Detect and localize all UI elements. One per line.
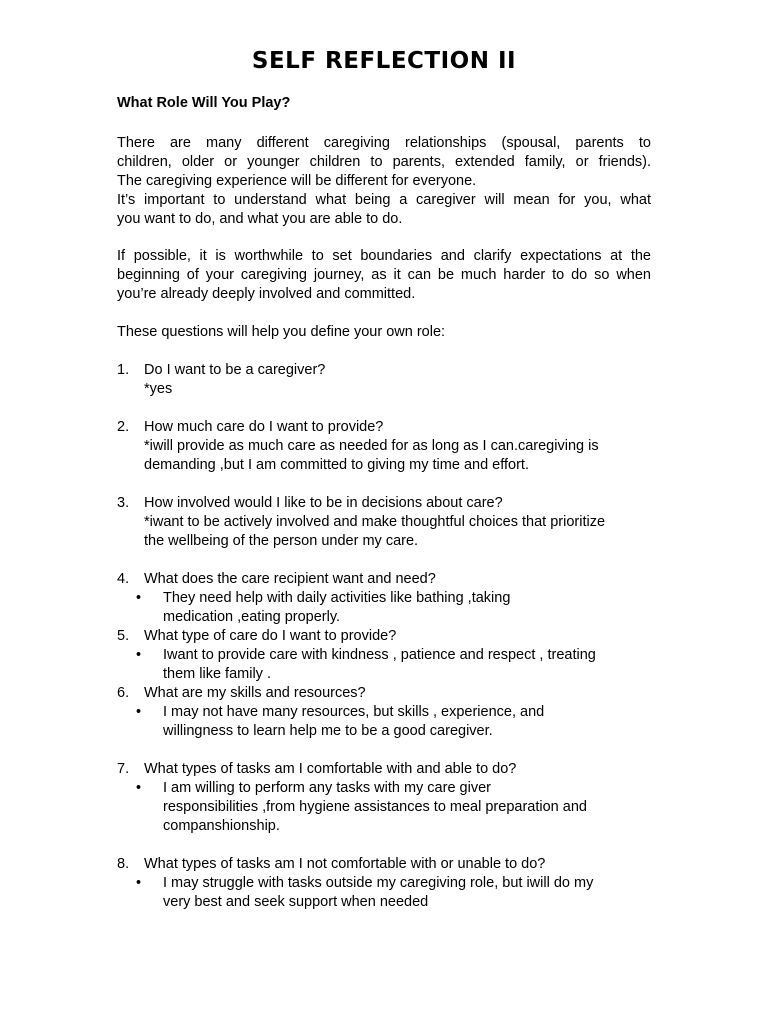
bullet-icon: • (136, 704, 142, 720)
text-line: beginning of your caregiving journey, as it can be much harder to do so when (117, 267, 651, 283)
bullet-text: Iwant to provide care with kindness , patience and respect , treating (163, 647, 596, 663)
intro-paragraph-2 (117, 247, 651, 304)
question-number: 5. (117, 628, 130, 644)
intro-paragraph-1 (117, 134, 651, 229)
text-line: The caregiving experience will be different for everyone. (117, 173, 477, 189)
text-line: There are many different caregiving relationships (spousal, parents to (117, 135, 651, 151)
bullet-icon: • (136, 647, 142, 663)
bullet-text: I may not have many resources, but skills , experience, and (163, 704, 545, 720)
bullet-icon: • (136, 590, 142, 606)
question-text: Do I want to be a caregiver? (144, 362, 326, 378)
answer-line: demanding ,but I am committed to giving my time and effort. (144, 457, 529, 473)
question-number: 4. (117, 571, 130, 587)
text-line: If possible, it is worthwhile to set boundaries and clarify expectations at the (117, 248, 651, 264)
text-line: These questions will help you define your own role: (117, 324, 446, 340)
question-number: 2. (117, 419, 130, 435)
bullet-text: I may struggle with tasks outside my caregiving role, but iwill do my (163, 875, 594, 891)
bullet-text: They need help with daily activities like bathing ,taking (163, 590, 511, 606)
section-heading: What Role Will You Play? (117, 95, 291, 111)
question-text: What does the care recipient want and need? (144, 571, 436, 587)
question-text: What types of tasks am I not comfortable with or unable to do? (144, 856, 546, 872)
answer-line: *iwill provide as much care as needed for as long as I can.caregiving is (144, 438, 599, 454)
text-line: It’s important to understand what being a caregiver will mean for you, what (117, 192, 651, 208)
bullet-continuation: medication ,eating properly. (163, 609, 341, 625)
text-line: you’re already deeply involved and committed. (117, 286, 416, 302)
answer-line: *iwant to be actively involved and make thoughtful choices that prioritize (144, 514, 606, 530)
page-title: SELF REFLECTION II (251, 48, 517, 74)
question-number: 3. (117, 495, 130, 511)
question-number: 1. (117, 362, 130, 378)
bullet-text: I am willing to perform any tasks with my care giver (163, 780, 491, 796)
question-text: What types of tasks am I comfortable with and able to do? (144, 761, 517, 777)
question-number: 7. (117, 761, 130, 777)
bullet-continuation: responsibilities ,from hygiene assistances to meal preparation and (163, 799, 587, 815)
text-line: you want to do, and what you are able to do. (117, 211, 403, 227)
question-text: What are my skills and resources? (144, 685, 366, 701)
question-text: How involved would I like to be in decisions about care? (144, 495, 503, 511)
question-text: What type of care do I want to provide? (144, 628, 397, 644)
question-text: How much care do I want to provide? (144, 419, 384, 435)
bullet-icon: • (136, 875, 142, 891)
bullet-continuation: companshionship. (163, 818, 280, 834)
question-number: 8. (117, 856, 130, 872)
answer-line: the wellbeing of the person under my care. (144, 533, 419, 549)
answer-line: *yes (144, 381, 173, 397)
bullet-continuation: very best and seek support when needed (163, 894, 429, 910)
bullet-continuation: willingness to learn help me to be a good caregiver. (163, 723, 493, 739)
question-number: 6. (117, 685, 130, 701)
text-line: children, older or younger children to parents, extended family, or friends). (117, 154, 651, 170)
bullet-icon: • (136, 780, 142, 796)
intro-paragraph-3 (117, 323, 651, 342)
bullet-continuation: them like family . (163, 666, 271, 682)
